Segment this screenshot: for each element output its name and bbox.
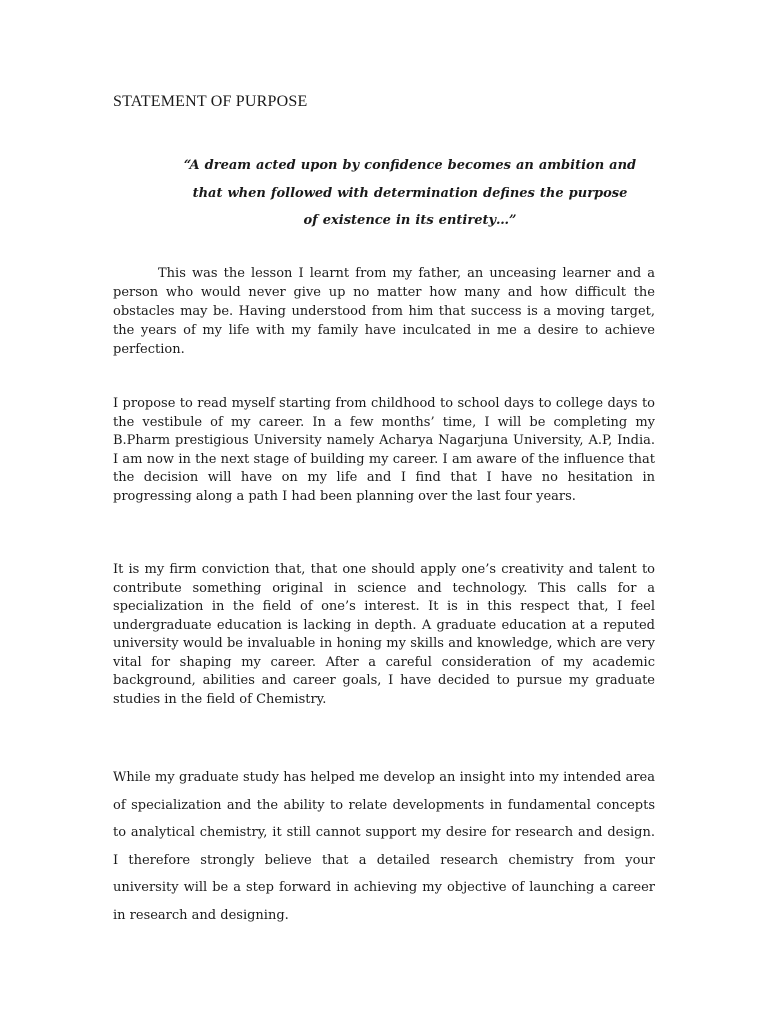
paragraph-4: While my graduate study has helped me develop an insight into my intended area of specialization and the ability to relate developments in fundamental concepts to analytical chemistry, it still cannot support my desire for research and design. I therefore strongly believe that a detailed research chemistry from your university will be a step forward in achieving my objective of launching a career in research and designing. (113, 770, 655, 923)
quote-line: of existence in its entirety…” (303, 213, 517, 228)
quote-line: “A dream acted upon by confidence becomes an ambition and (183, 158, 637, 173)
quote-line: that when followed with determination defines the purpose (192, 185, 628, 201)
paragraph-2: I propose to read myself starting from childhood to school days to college days to the vestibule of my career. In a few months’ time, I will be completing my B.Pharm prestigious University namely Acharya Nagarjuna University, A.P, India. I am now in the next stage of building my career. I am aware of the influence that the decision will have on my life and I find that I have no hesitation in progressing along a path I had been planning over the last four years. (113, 396, 655, 504)
paragraph-1: This was the lesson I learnt from my father, an unceasing learner and a person who would never give up no matter how many and how difficult the obstacles may be. Having understood from him that success is a moving target, the years of my life with my family have inculcated in me a desire to achieve perfection. (113, 266, 655, 357)
opening-quote (140, 152, 680, 235)
document-title: STATEMENT OF PURPOSE (113, 93, 308, 110)
paragraph-3: It is my firm conviction that, that one should apply one’s creativity and talent to contribute something original in science and technology. This calls for a specialization in the field of one’s interest. It is in this respect that, I feel undergraduate education is lacking in depth. A graduate education at a reputed university would be invaluable in honing my skills and knowledge, which are very vital for shaping my career. After a careful consideration of my academic background, abilities and career goals, I have decided to pursue my graduate studies in the field of Chemistry. (113, 562, 655, 707)
